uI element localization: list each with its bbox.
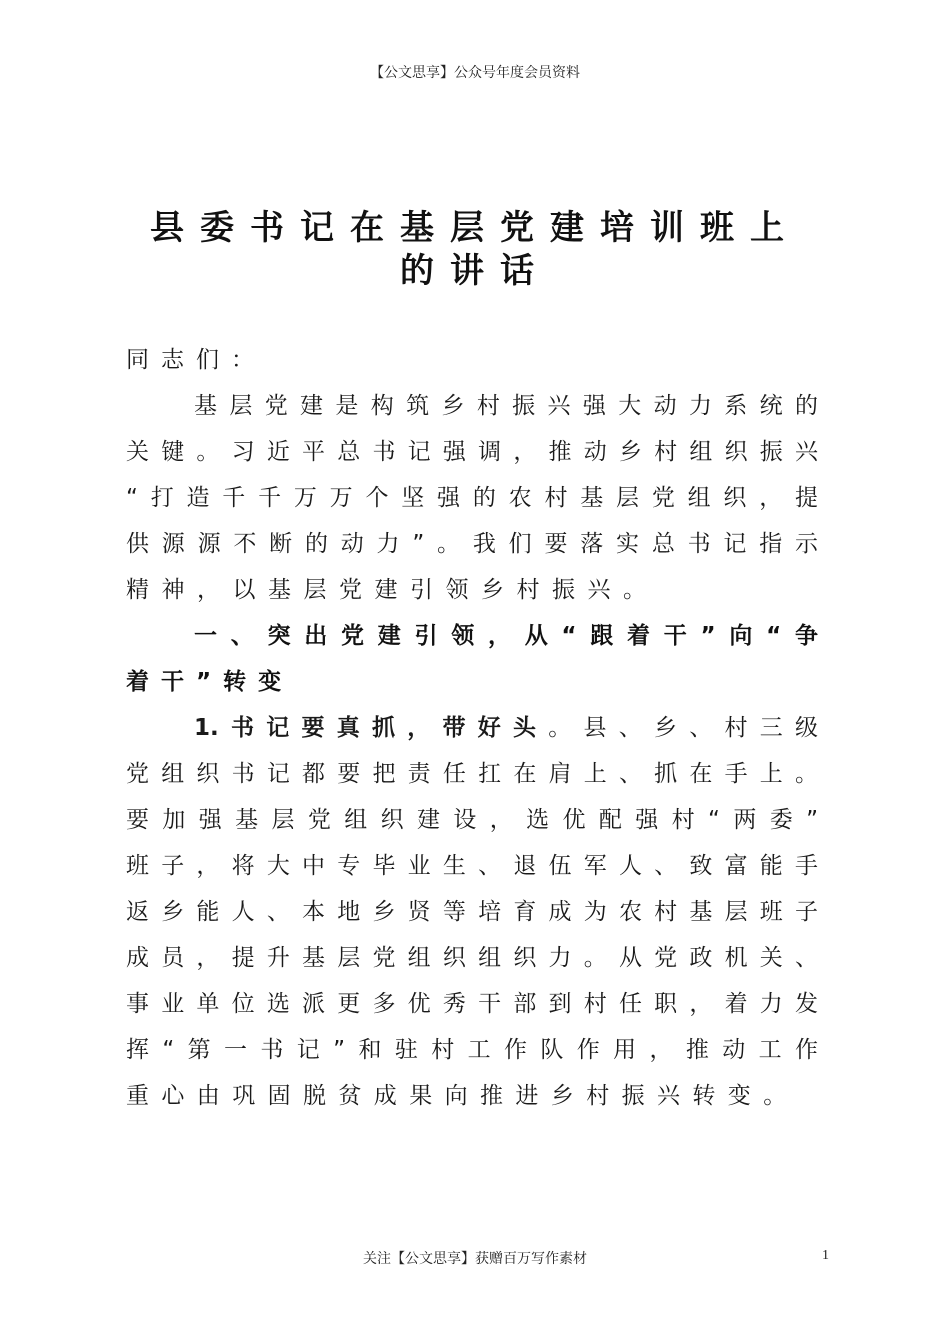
paragraph-line: 关键。习近平总书记强调，推动乡村组织振兴	[126, 439, 818, 465]
paragraph-line: 供源源不断的动力”。我们要落实总书记指示	[126, 531, 818, 557]
salutation: 同志们：	[126, 347, 266, 373]
page-number: 1	[822, 1248, 829, 1263]
paragraph-line: 精神，以基层党建引领乡村振兴。	[126, 577, 659, 603]
item-first-line	[194, 708, 818, 748]
section-heading-line-1: 一、突出党建引领，从“跟着干”向“争	[194, 623, 818, 649]
paragraph-line: 返乡能人、本地乡贤等培育成为农村基层班子	[126, 899, 818, 925]
item-first-line-rest: 。县、乡、村三级	[548, 715, 818, 741]
section-heading-line-2: 着干”转变	[126, 669, 294, 695]
paragraph-line: 基层党建是构筑乡村振兴强大动力系统的	[194, 393, 818, 419]
document-title-line-1: 县委书记在基层党建培训班上	[150, 208, 800, 248]
paragraph-line: 成员，提升基层党组织组织力。从党政机关、	[126, 945, 818, 971]
paragraph-line: 要加强基层党组织建设，选优配强村“两委”	[126, 807, 818, 833]
paragraph-line: 事业单位选派更多优秀干部到村任职，着力发	[126, 991, 818, 1017]
document-title-line-2: 的讲话	[400, 251, 550, 291]
page-header: 【公文思享】公众号年度会员资料	[370, 65, 580, 81]
paragraph-line: 党组织书记都要把责任扛在肩上、抓在手上。	[126, 761, 818, 787]
item-lead: 1.书记要真抓，带好头	[194, 715, 549, 741]
paragraph-line: 重心由巩固脱贫成果向推进乡村振兴转变。	[126, 1083, 799, 1109]
page-footer: 关注【公文思享】获赠百万写作素材	[363, 1251, 587, 1267]
paragraph-line: “打造千千万万个坚强的农村基层党组织，提	[126, 485, 818, 511]
paragraph-line: 班子，将大中专毕业生、退伍军人、致富能手	[126, 853, 818, 879]
paragraph-line: 挥“第一书记”和驻村工作队作用，推动工作	[126, 1037, 818, 1063]
